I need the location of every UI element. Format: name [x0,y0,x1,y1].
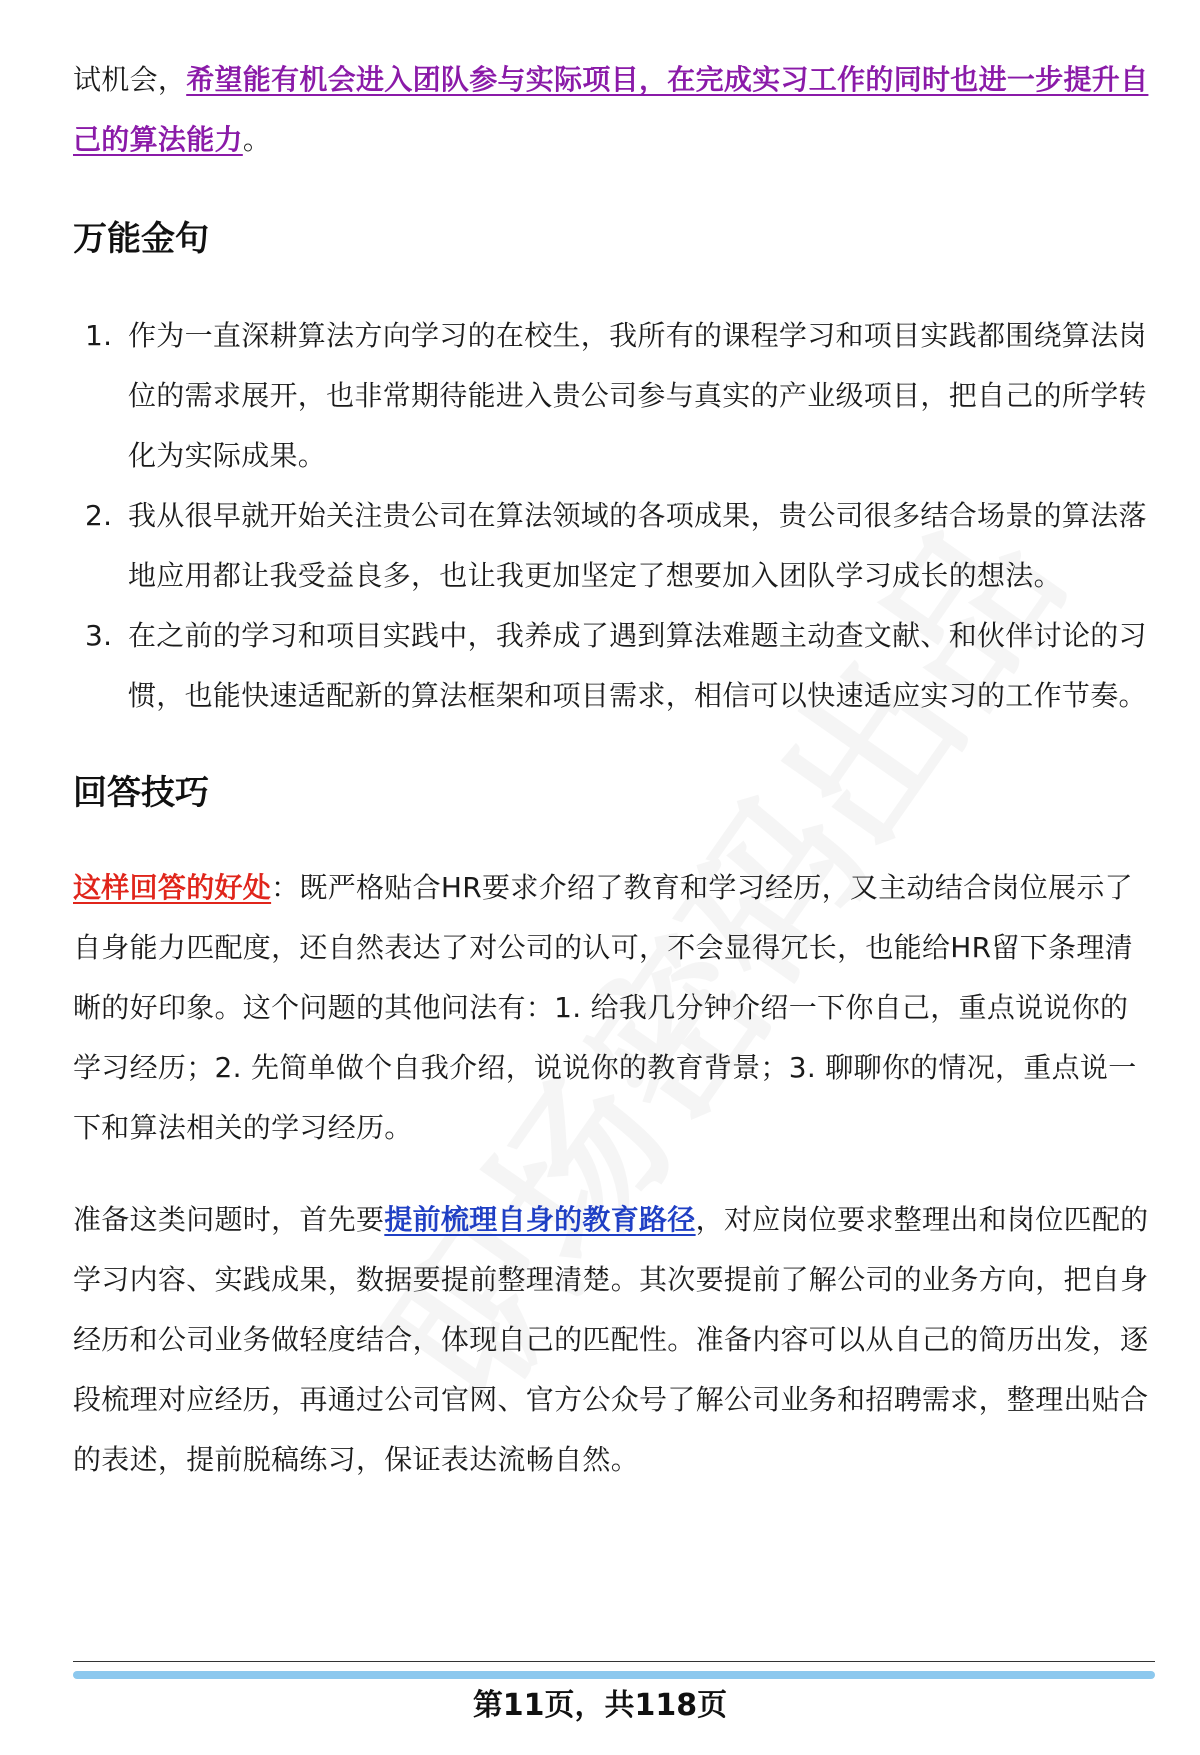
list-item [73,486,1155,606]
intro-paragraph [73,50,1155,170]
intro-highlight: 希望能有机会进入团队参与实际项目，在完成实习工作的同时也进一步提升自己的算法能力 [73,63,1149,156]
list-item-text: 作为一直深耕算法方向学习的在校生，我所有的课程学习和项目实践都围绕算法岗位的需求展开，也非常期待能进入贵公司参与真实的产业级项目，把自己的所学转化为实际成果。 [128,319,1147,472]
footer-accent-bar [73,1671,1155,1679]
document-page [73,50,1155,1490]
benefits-highlight: 这样回答的好处 [73,871,272,904]
benefits-text: ：既严格贴合HR要求介绍了教育和学习经历，又主动结合岗位展示了自身能力匹配度，还自然表达了对公司的认可，不会显得冗长，也能给HR留下条理清晰的好印象。这个问题的其他问法有：1. 给我几分钟介绍一下你自己，重点说说你的学习经历；2. 先简单做个自我介绍，说说你的教育背景；3. 聊聊你的情况，重点说一下和算法相关的学习经历。 [73,871,1137,1144]
list-item-text: 我从很早就开始关注贵公司在算法领域的各项成果，贵公司很多结合场景的算法落地应用都让我受益良多，也让我更加坚定了想要加入团队学习成长的想法。 [128,499,1147,592]
list-item-number: 1. [85,319,113,352]
section-title-universal-phrases: 万能金句 [73,219,209,259]
list-item-text: 在之前的学习和项目实践中，我养成了遇到算法难题主动查文献、和伙伴讨论的习惯，也能快速适配新的算法框架和项目需求，相信可以快速适应实习的工作节奏。 [128,619,1147,712]
intro-suffix: 。 [242,123,272,156]
section-title-answer-tips: 回答技巧 [73,773,209,813]
intro-prefix: 试机会， [73,63,187,96]
list-item-number: 2. [85,499,113,532]
footer-divider [73,1661,1155,1662]
page-number: 第11页，共118页 [472,1688,728,1723]
list-item [73,306,1155,486]
tips-paragraph-preparation [73,1190,1155,1490]
list-item-number: 3. [85,619,113,652]
tips-paragraph-benefits [73,858,1155,1158]
list-item [73,606,1155,726]
preparation-highlight: 提前梳理自身的教育路径 [384,1203,696,1236]
preparation-text: ，对应岗位要求整理出和岗位匹配的学习内容、实践成果，数据要提前整理清楚。其次要提前了解公司的业务方向，把自身经历和公司业务做轻度结合，体现自己的匹配性。准备内容可以从自己的简历出发，逐段梳理对应经历，再通过公司官网、官方公众号了解公司业务和招聘需求，整理出贴合的表述，提前脱稿练习，保证表达流畅自然。 [73,1203,1149,1476]
preparation-prefix: 准备这类问题时，首先要 [73,1203,385,1236]
paragraph-gap [73,1158,1155,1190]
phrase-list [73,306,1155,726]
